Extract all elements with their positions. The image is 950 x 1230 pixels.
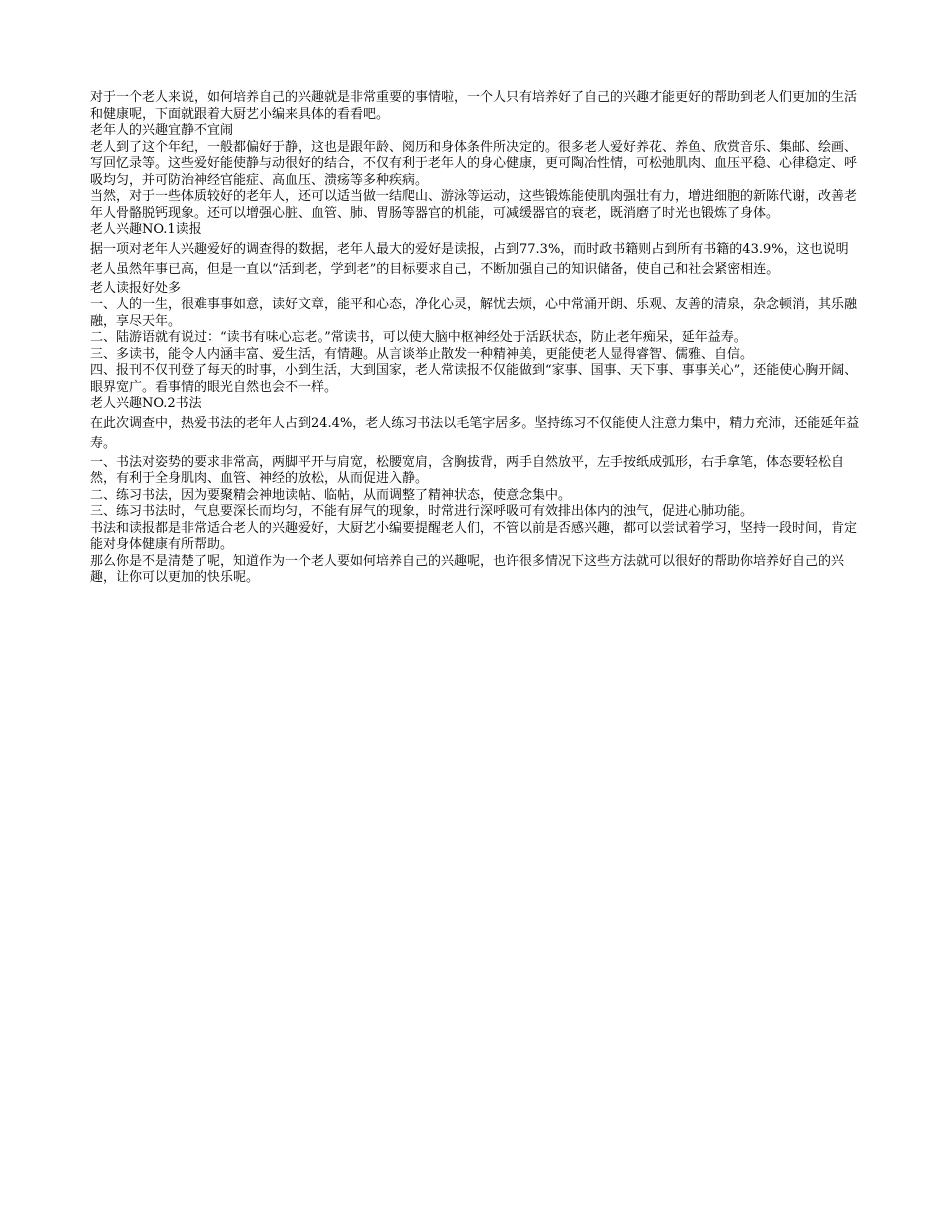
list-item-calligraphy-benefit-1: 一、书法对姿势的要求非常高，两脚平开与肩宽，松腰宽肩，含胸拔背，两手自然放平，左手按纸成弧形，右手拿笔，体态要轻松自然，有利于全身肌肉、血管、神经的放松，从而促进入静。: [90, 454, 845, 486]
list-item-reading-benefit-4: 四、报刊不仅刊登了每天的时事，小到生活，大到国家，老人常读报不仅能做到“家事、国事、天下事、事事关心”，还能使心胸开阔、眼界宽广。看事情的眼光自然也会不一样。: [90, 363, 858, 395]
paragraph-quiet-hobbies: 老人到了这个年纪，一般都偏好于静，这也是跟年龄、阅历和身体条件所决定的。很多老人爱好养花、养鱼、欣赏音乐、集邮、绘画、写回忆录等。这些爱好能使静与动很好的结合，不仅有利于老年人的身心健康，更可陶冶性情，可松弛肌肉、血压平稳、心律稳定、呼吸均匀，并可防治神经官能症、高血压、溃疡等多种疾病。: [90, 139, 858, 188]
list-item-reading-benefit-1: 一、人的一生，很难事事如意，读好文章，能平和心态，净化心灵，解忧去烦，心中常涌开朗、乐观、友善的清泉，杂念顿消，其乐融融，享尽天年。: [90, 297, 858, 329]
list-item-reading-benefit-2: 二、陆游语就有说过：“读书有味心忘老。”常读书，可以使大脑中枢神经处于活跃状态，防止老年痴呆，延年益寿。: [90, 330, 747, 345]
list-item-calligraphy-benefit-2: 二、练习书法，因为要聚精会神地读帖、临帖，从而调整了精神状态，使意念集中。: [90, 487, 572, 503]
list-item-calligraphy-benefit-3: 三、练习书法时，气息要深长而均匀，不能有屏气的现象，时常进行深呼吸可有效排出体内的浊气，促进心肺功能。: [90, 504, 754, 519]
intro-paragraph: 对于一个老人来说，如何培养自己的兴趣就是非常重要的事情啦，一个人只有培养好了自己的兴趣才能更好的帮助到老人们更加的生活和健康呢，下面就跟着大厨艺小编来具体的看看吧。: [90, 90, 858, 122]
document-body: [90, 90, 860, 587]
section-heading-reading-benefits: 老人读报好处多: [90, 280, 182, 296]
paragraph-reading-survey: 据一项对老年人兴趣爱好的调查得的数据，老年人最大的爱好是读报，占到77.3%，而时政书籍则占到所有书籍的43.9%，这也说明老人虽然年事已高，但是一直以“活到老，学到老”的目标要求自己，不断加强自己的知识储备，使自己和社会紧密相连。: [90, 241, 849, 277]
paragraph-calligraphy-survey: 在此次调查中，热爱书法的老年人占到24.4%，老人练习书法以毛笔字居多。坚持练习不仅能使人注意力集中，精力充沛，还能延年益寿。: [90, 415, 860, 451]
paragraph-conclusion: 那么你是不是清楚了呢，知道作为一个老人要如何培养自己的兴趣呢，也许很多情况下这些方法就可以很好的帮助你培养好自己的兴趣，让你可以更加的快乐呢。: [90, 553, 845, 585]
paragraph-exercise: 当然，对于一些体质较好的老年人，还可以适当做一结爬山、游泳等运动，这些锻炼能使肌肉强壮有力，增进细胞的新陈代谢，改善老年人骨骼脱钙现象。还可以增强心脏、血管、肺、胃肠等器官的机能，可减缓器官的衰老，既消磨了时光也锻炼了身体。: [90, 189, 858, 221]
paragraph-summary: 书法和读报都是非常适合老人的兴趣爱好，大厨艺小编要提醒老人们，不管以前是否感兴趣，都可以尝试着学习，坚持一段时间，肯定能对身体健康有所帮助。: [90, 520, 858, 552]
section-heading-calligraphy: 老人兴趣NO.2书法: [90, 396, 202, 411]
list-item-reading-benefit-3: 三、多读书，能令人内涵丰富、爱生活，有情趣。从言谈举止散发一种精神美，更能使老人显得睿智、儒雅、自信。: [90, 346, 754, 362]
section-heading-reading: 老人兴趣NO.1读报: [90, 222, 202, 237]
section-heading-quiet-hobbies: 老年人的兴趣宜静不宜闹: [90, 123, 234, 138]
